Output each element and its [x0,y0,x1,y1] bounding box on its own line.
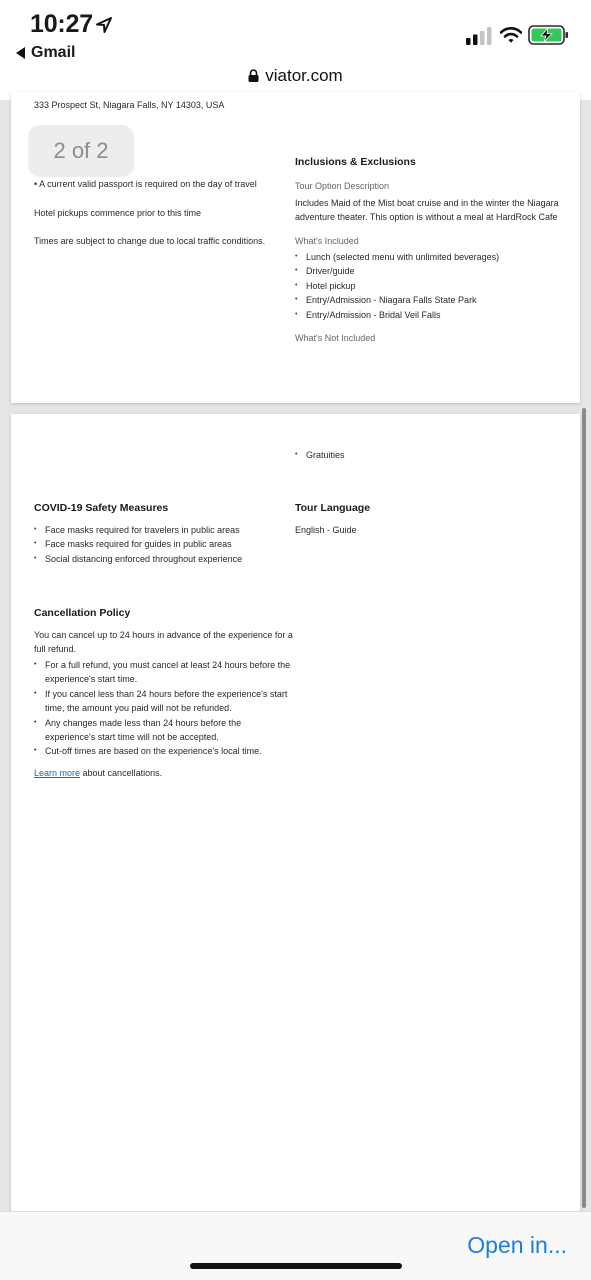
tour-option-desc-line-1: Includes Maid of the Mist boat cruise and in the winter the Niagara [295,198,559,208]
tour-option-label: Tour Option Description [295,181,390,191]
whats-included-label: What's Included [295,236,359,246]
url-bar[interactable] [0,66,591,86]
cancellation-heading: Cancellation Policy [34,607,131,619]
status-bar [0,0,591,100]
list-item: • Cut-off times are based on the experience's local time. [34,746,262,757]
url-text: viator.com [265,66,343,85]
list-item: • Driver/guide [295,264,499,278]
home-indicator [190,1263,402,1269]
clock: 10:27 [30,10,93,38]
open-in-button[interactable]: Open in... [467,1232,567,1258]
back-to-app-button[interactable] [16,44,75,62]
list-item: • Entry/Admission - Bridal Veil Falls [295,308,499,322]
back-triangle-icon [16,47,25,59]
whats-not-included-label: What's Not Included [295,333,376,343]
list-item: • Lunch (selected menu with unlimited beverages) [295,250,499,264]
tour-option-desc-line-2: adventure theater. This option is without a meal at HardRock Cafe [295,212,558,222]
cancellation-intro-line-2: full refund. [34,644,77,654]
tour-language-value: English - Guide [295,525,357,535]
not-included-list [295,448,345,462]
list-item: • For a full refund, you must cancel at least 24 hours before the experience's start time. [34,660,291,685]
battery-charging-icon [528,25,570,45]
note-hotel-pickups: Hotel pickups commence prior to this time [34,208,202,218]
list-item: • Hotel pickup [295,279,499,293]
list-item: • Entry/Admission - Niagara Falls State Park [295,293,499,307]
learn-more-suffix: about cancellations. [80,768,163,778]
scrollbar[interactable] [582,408,586,1208]
covid-measures-list [34,523,242,566]
list-item: • Face masks required for guides in public areas [34,537,242,551]
note-passport: • A current valid passport is required on the day of travel [34,179,257,189]
wifi-icon [500,26,522,44]
inclusions-heading: Inclusions & Exclusions [295,156,416,168]
cancellation-intro-line-1: You can cancel up to 24 hours in advance of the experience for a [34,630,293,640]
learn-more-line [34,768,162,778]
list-item: • Face masks required for travelers in public areas [34,523,242,537]
list-item: • Gratuities [295,448,345,462]
meeting-point-address: 333 Prospect St, Niagara Falls, NY 14303, USA [34,100,225,110]
whats-included-list [295,250,499,322]
location-arrow-icon [94,15,114,35]
list-item: • Any changes made less than 24 hours before the experience's start time will not be accepted. [34,717,242,743]
note-times-subject: Times are subject to change due to local traffic conditions. [34,236,266,246]
list-item: • Social distancing enforced throughout experience [34,552,242,566]
document-page-2 [11,414,580,1214]
cancellation-rules-list [34,658,290,759]
cellular-signal-icon [466,27,492,45]
bottom-toolbar [0,1211,591,1280]
learn-more-link[interactable]: Learn more [34,768,81,778]
back-app-label: Gmail [31,44,76,61]
tour-language-heading: Tour Language [295,502,371,514]
covid-heading: COVID-19 Safety Measures [34,502,169,514]
page-indicator: 2 of 2 [28,125,134,177]
list-item: • If you cancel less than 24 hours before the experience's start time, the amount you paid will not be refunded. [34,688,288,714]
lock-icon [248,69,259,82]
